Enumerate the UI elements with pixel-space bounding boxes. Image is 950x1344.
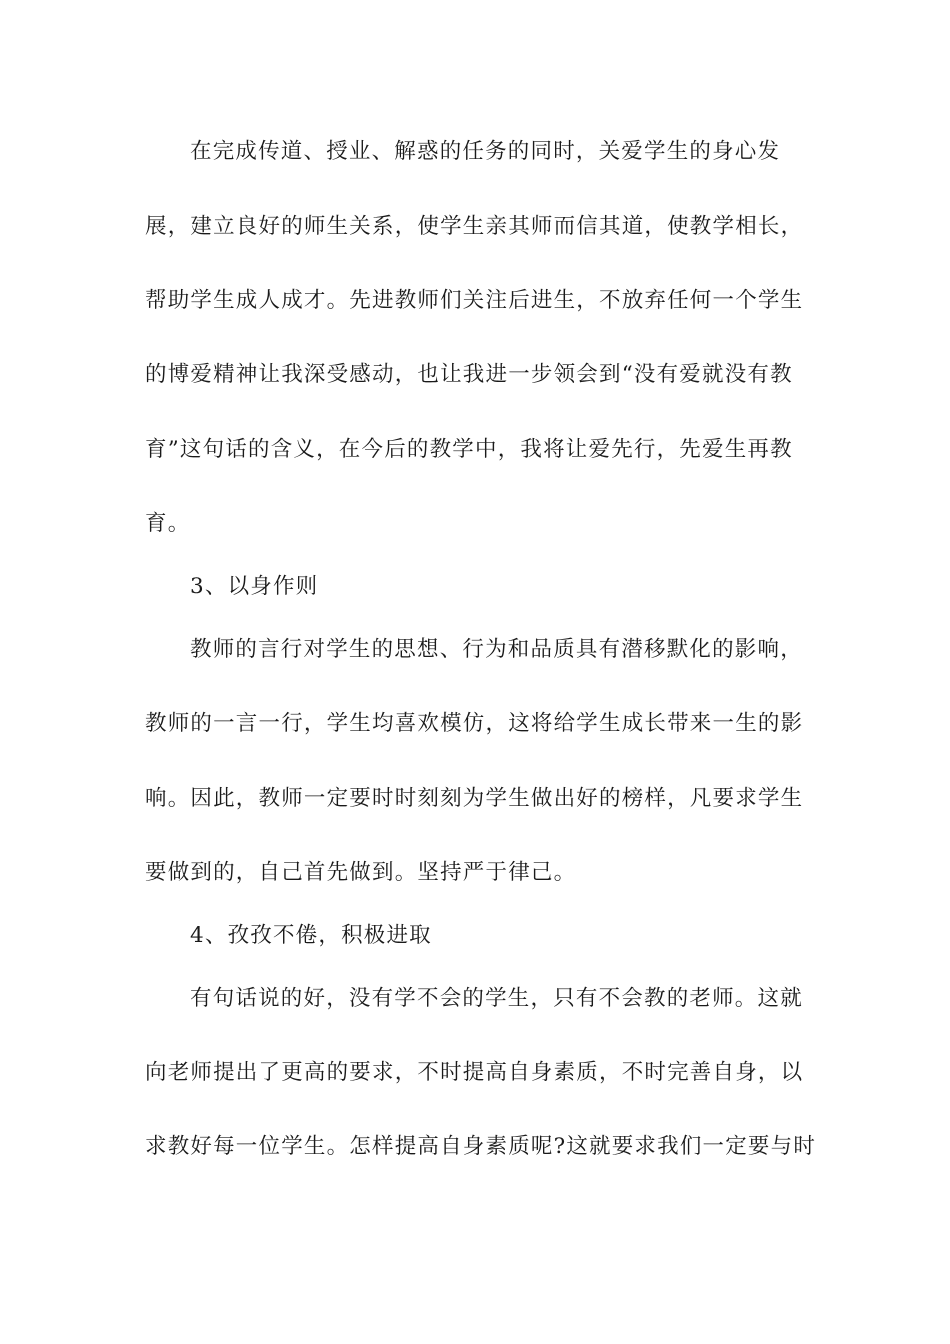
paragraph-line: 教师的一言一行，学生均喜欢模仿，这将给学生成长带来一生的影 bbox=[145, 711, 804, 736]
paragraph-line: 的博爱精神让我深受感动，也让我进一步领会到“没有爱就没有教 bbox=[145, 362, 793, 387]
paragraph-line: 教师的言行对学生的思想、行为和品质具有潜移默化的影响， bbox=[190, 637, 803, 662]
paragraph-line: 向老师提出了更高的要求，不时提高自身素质，不时完善自身，以 bbox=[145, 1060, 804, 1085]
paragraph-line: 育”这句话的含义，在今后的教学中，我将让爱先行，先爱生再教 bbox=[145, 437, 793, 462]
paragraph-line: 要做到的，自己首先做到。坚持严于律己。 bbox=[145, 860, 577, 885]
paragraph-line: 展，建立良好的师生关系，使学生亲其师而信其道，使教学相长， bbox=[145, 214, 804, 239]
paragraph-line: 帮助学生成人成才。先进教师们关注后进生，不放弃任何一个学生 bbox=[145, 288, 804, 313]
paragraph-line: 在完成传道、授业、解惑的任务的同时，关爱学生的身心发 bbox=[190, 139, 781, 164]
section-heading: 3、以身作则 bbox=[190, 574, 319, 599]
paragraph-line: 有句话说的好，没有学不会的学生，只有不会教的老师。这就 bbox=[190, 986, 803, 1011]
paragraph-line: 响。因此，教师一定要时时刻刻为学生做出好的榜样，凡要求学生 bbox=[145, 786, 804, 811]
section-heading: 4、孜孜不倦，积极进取 bbox=[190, 923, 432, 948]
paragraph-line: 求教好每一位学生。怎样提高自身素质呢?这就要求我们一定要与时 bbox=[145, 1134, 817, 1159]
paragraph-line: 育。 bbox=[145, 511, 191, 536]
